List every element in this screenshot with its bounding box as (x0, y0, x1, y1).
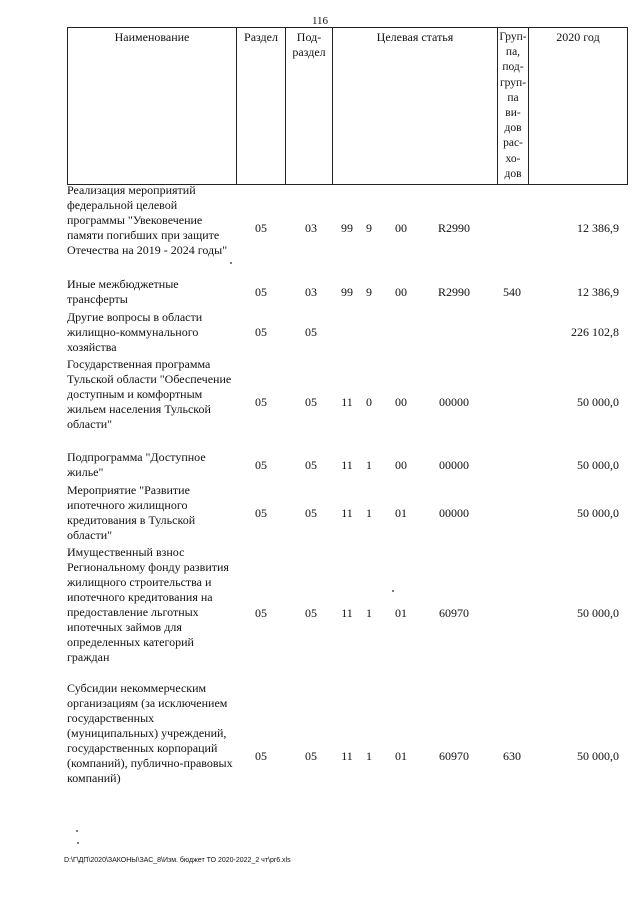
row-article-direction: R2990 (437, 285, 470, 299)
row-article-event: 00 (395, 221, 407, 235)
row-name: Мероприятие "Развитие ипотечного жилищного кредитования в Тульской области" (67, 483, 196, 542)
row-name: Имущественный взнос Региональному фонду развития жилищного строительства и ипотечного кредитования на предоставление льготных ипотечных займов для определенных категорий граждан (67, 545, 229, 664)
row-article-direction: 60970 (439, 606, 469, 620)
row-subsection: 05 (305, 606, 317, 620)
budget-rows (67, 183, 627, 791)
row-subsection: 05 (305, 506, 317, 520)
row-name: Подпрограмма "Доступное жилье" (67, 450, 206, 479)
table-header (67, 27, 628, 185)
row-article-direction: 00000 (439, 458, 469, 472)
header-target-article: Целевая статья (333, 28, 498, 185)
row-article-program: 11 (341, 749, 353, 763)
row-name: Другие вопросы в области жилищно-коммунального хозяйства (67, 310, 203, 354)
row-section: 05 (255, 606, 267, 620)
row-article-event: 01 (395, 606, 407, 620)
row-amount: 50 000,0 (577, 606, 619, 620)
row-article-subprogram: 0 (366, 395, 372, 409)
row-article-program: 99 (341, 221, 353, 235)
scan-speck (76, 830, 78, 832)
row-name: Иные межбюджетные трансферты (67, 277, 179, 306)
table-row (67, 357, 627, 450)
row-article-direction: R2990 (437, 221, 470, 235)
row-article-event: 01 (395, 506, 407, 520)
row-amount: 50 000,0 (577, 458, 619, 472)
row-article-subprogram: 1 (366, 506, 372, 520)
row-article-program: 11 (341, 606, 353, 620)
table-row (67, 681, 627, 791)
row-article-event: 00 (395, 395, 407, 409)
row-name: Субсидии некоммерческим организациям (за исключением государственных (муниципальных) учреждений, государственных корпораций (компаний), публично-правовых компаний) (67, 681, 233, 785)
row-amount: 12 386,9 (577, 221, 619, 235)
table-row (67, 277, 627, 310)
table-row (67, 450, 627, 483)
page-number: 116 (311, 15, 329, 27)
header-subsection: Под- раздел (286, 28, 333, 185)
row-article-program: 99 (341, 285, 353, 299)
row-subsection: 05 (305, 395, 317, 409)
row-amount: 12 386,9 (577, 285, 619, 299)
row-subsection: 03 (305, 221, 317, 235)
row-article-direction: 00000 (439, 395, 469, 409)
row-article-subprogram: 1 (366, 458, 372, 472)
table-row (67, 310, 627, 357)
row-section: 05 (255, 458, 267, 472)
row-article-event: 00 (395, 458, 407, 472)
row-article-subprogram: 1 (366, 606, 372, 620)
row-section: 05 (255, 221, 267, 235)
row-section: 05 (255, 325, 267, 339)
table-row (67, 483, 627, 545)
header-expense-group: Груп- па, под- груп- па ви- дов рас- хо- дов (498, 28, 529, 185)
row-article-event: 01 (395, 749, 407, 763)
row-article-subprogram: 9 (366, 285, 372, 299)
row-article-direction: 00000 (439, 506, 469, 520)
row-subsection: 05 (305, 325, 317, 339)
row-article-program: 11 (341, 506, 353, 520)
row-article-program: 11 (341, 458, 353, 472)
header-year: 2020 год (529, 28, 628, 185)
row-amount: 50 000,0 (577, 506, 619, 520)
row-article-event: 00 (395, 285, 407, 299)
scan-speck (77, 842, 79, 844)
scan-speck (230, 262, 232, 264)
row-expense-group: 630 (503, 749, 521, 763)
row-section: 05 (255, 285, 267, 299)
table-row (67, 183, 627, 277)
row-article-subprogram: 9 (366, 221, 372, 235)
row-article-direction: 60970 (439, 749, 469, 763)
scan-speck (392, 590, 394, 592)
row-subsection: 05 (305, 749, 317, 763)
row-section: 05 (255, 749, 267, 763)
header-section: Раздел (237, 28, 286, 185)
row-amount: 226 102,8 (571, 325, 619, 339)
row-section: 05 (255, 506, 267, 520)
file-path-footer: D:\Г\ДП\2020\ЗАКОНЫ\ЗАС_8\Изм. бюджет ТО 2020-2022_2 чт\pr6.xls (64, 857, 291, 864)
row-expense-group: 540 (503, 285, 521, 299)
row-name: Государственная программа Тульской области "Обеспечение доступным и комфортным жильем населения Тульской области" (67, 357, 232, 431)
row-name: Реализация мероприятий федеральной целевой программы "Увековечение памяти погибших при защите Отечества на 2019 - 2024 годы" (67, 183, 228, 257)
row-amount: 50 000,0 (577, 395, 619, 409)
row-article-subprogram: 1 (366, 749, 372, 763)
row-amount: 50 000,0 (577, 749, 619, 763)
row-subsection: 03 (305, 285, 317, 299)
row-section: 05 (255, 395, 267, 409)
header-name: Наименование (68, 28, 237, 185)
row-subsection: 05 (305, 458, 317, 472)
table-row (67, 545, 627, 681)
row-article-program: 11 (341, 395, 353, 409)
